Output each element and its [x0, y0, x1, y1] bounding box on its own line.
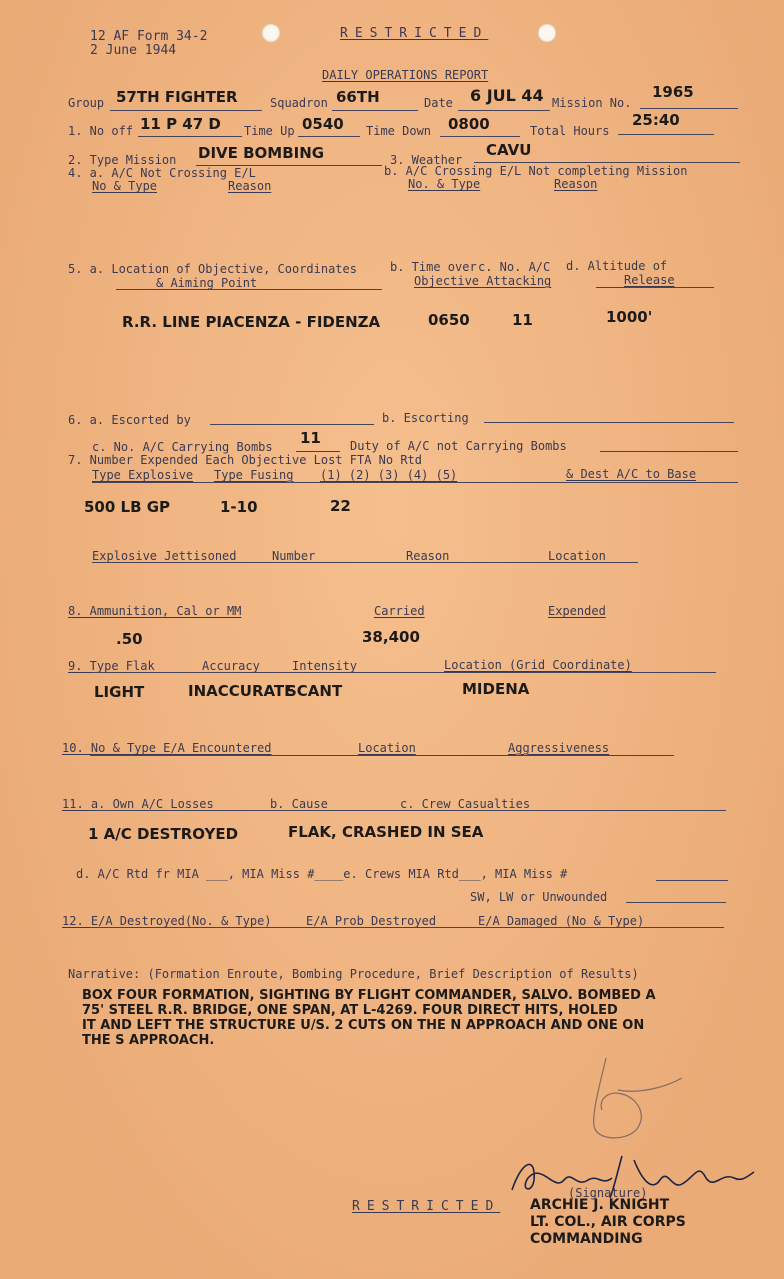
reason-label-3: Reason [406, 549, 450, 563]
location-grid-label: Location (Grid Coordinate) [444, 658, 632, 672]
date-line [458, 110, 550, 111]
expended-label: Expended [548, 604, 606, 618]
number-label: Number [272, 549, 316, 563]
accuracy-label: Accuracy [202, 659, 260, 673]
report-title: DAILY OPERATIONS REPORT [322, 68, 489, 82]
flak-accuracy-value: INACCURATE [188, 682, 295, 700]
weather-label: 3. Weather [390, 153, 463, 167]
objective-columns-label: (1) (2) (3) (4) (5) [320, 468, 458, 482]
mission-no-label: Mission No. [552, 96, 632, 110]
escorting-label: b. Escorting [382, 411, 469, 425]
form-id: 12 AF Form 34-2 [90, 29, 208, 44]
type-mission-value: DIVE BOMBING [198, 144, 325, 162]
total-hours-line [618, 134, 714, 135]
classification-top: RESTRICTED [340, 26, 489, 41]
no-type-label-1: No & Type [92, 179, 158, 193]
time-up-label: Time Up [244, 124, 295, 138]
time-down-label: Time Down [366, 124, 432, 138]
objective-attacking-label: Objective Attacking [414, 274, 552, 288]
punch-hole-left [262, 24, 280, 42]
weather-line [474, 162, 740, 163]
aggressiveness-label: Aggressiveness [508, 741, 610, 755]
time-over-label: b. Time over [390, 260, 477, 274]
no-ac-attacking-label: c. No. A/C [478, 260, 551, 274]
reason-label-2: Reason [554, 177, 598, 191]
number-expended-label: 7. Number Expended Each Objective Lost FTA No Rtd [68, 453, 423, 467]
classification-bottom: RESTRICTED [352, 1199, 501, 1214]
time-down-value: 0800 [448, 115, 490, 133]
obj-line-2 [596, 287, 714, 288]
altitude-label: d. Altitude of [566, 259, 668, 273]
bombs-line [296, 451, 340, 452]
ea-destroyed-label: 12. E/A Destroyed(No. & Type) [62, 914, 272, 928]
type-explosive-label: Type Explosive [92, 468, 194, 482]
type-mission-label: 2. Type Mission [68, 153, 177, 167]
cause-label: b. Cause [270, 797, 328, 811]
narrative-line-3: IT AND LEFT THE STRUCTURE U/S. 2 CUTS ON THE N APPROACH AND ONE ON [82, 1018, 645, 1033]
no-ac-value: 11 [512, 311, 533, 329]
flak-line [92, 672, 716, 673]
intensity-label: Intensity [292, 659, 358, 673]
squadron-value: 66TH [336, 88, 380, 106]
location-label-2: Location [358, 741, 416, 755]
own-losses-label: 11. a. Own A/C Losses [62, 797, 214, 811]
ammo-cal-value: .50 [116, 630, 143, 648]
ea-prob-label: E/A Prob Destroyed [306, 914, 437, 928]
explosive-line [92, 482, 738, 483]
form-date: 2 June 1944 [90, 43, 177, 58]
obj-line-1 [116, 289, 382, 290]
narrative-line-4: THE S APPROACH. [82, 1033, 215, 1048]
commander-name: ARCHIE J. KNIGHT [530, 1197, 670, 1213]
ac-rtd-label: d. A/C Rtd fr MIA ___, MIA Miss #____e. Crews MIA Rtd___, MIA Miss # [76, 867, 568, 881]
type-fusing-label: Type Fusing [214, 468, 294, 482]
no-off-label: 1. No off [68, 124, 134, 138]
no-off-value: 11 P 47 D [140, 115, 221, 133]
crew-casualties-label: c. Crew Casualties [400, 797, 531, 811]
location-objective-label: 5. a. Location of Objective, Coordinates [68, 262, 357, 276]
crossing-not-completing-label: b. A/C Crossing E/L Not completing Mission [384, 164, 688, 178]
squadron-line [332, 110, 418, 111]
time-down-line [440, 136, 520, 137]
time-up-value: 0540 [302, 115, 344, 133]
mission-line [640, 108, 738, 109]
narrative-line-1: BOX FOUR FORMATION, SIGHTING BY FLIGHT COMMANDER, SALVO. BOMBED A [82, 988, 656, 1003]
pencil-mark [578, 1054, 688, 1144]
type-flak-label: 9. Type Flak [68, 659, 155, 673]
duty-line [600, 451, 738, 452]
escorted-by-line [210, 424, 374, 425]
carried-label: Carried [374, 604, 425, 618]
ac-bombs-value: 11 [300, 429, 321, 447]
flak-type-value: LIGHT [94, 683, 145, 701]
no-off-line [138, 136, 242, 137]
mission-no-value: 1965 [652, 83, 694, 101]
location-label-1: Location [548, 549, 606, 563]
escorting-line [484, 422, 734, 423]
duty-ac-label: Duty of A/C not Carrying Bombs [350, 439, 567, 453]
squadron-label: Squadron [270, 96, 328, 110]
ac-rtd-line [656, 880, 728, 881]
explosive-type-value: 500 LB GP [84, 498, 171, 516]
total-hours-value: 25:40 [632, 111, 680, 129]
losses-line [90, 810, 726, 811]
flak-intensity-value: SCANT [286, 682, 343, 700]
time-up-line [298, 136, 360, 137]
not-crossing-label: 4. a. A/C Not Crossing E/L [68, 166, 256, 180]
no-type-label-2: No. & Type [408, 177, 481, 191]
time-over-value: 0650 [428, 311, 470, 329]
fusing-value: 1-10 [220, 498, 258, 516]
jettisoned-label: Explosive Jettisoned [92, 549, 237, 563]
ea-line [90, 755, 674, 756]
no-ac-bombs-label: c. No. A/C Carrying Bombs [92, 440, 273, 454]
sw-lw-label: SW, LW or Unwounded [470, 890, 608, 904]
aiming-point-label: & Aiming Point [156, 276, 258, 290]
jettison-line [92, 562, 638, 563]
dest-ac-base-label: & Dest A/C to Base [566, 467, 697, 481]
narrative-line-2: 75' STEEL R.R. BRIDGE, ONE SPAN, AT L-4269. FOUR DIRECT HITS, HOLED [82, 1003, 618, 1018]
cause-value: FLAK, CRASHED IN SEA [288, 823, 484, 841]
ammunition-label: 8. Ammunition, Cal or MM [68, 604, 242, 618]
ea-encountered-label: 10. No & Type E/A Encountered [62, 741, 272, 755]
ea-damaged-label: E/A Damaged (No & Type) [478, 914, 645, 928]
release-label: Release [624, 273, 675, 287]
objective-value: R.R. LINE PIACENZA - FIDENZA [122, 313, 381, 331]
expended-obj1-value: 22 [330, 497, 351, 515]
losses-value: 1 A/C DESTROYED [88, 825, 239, 843]
signature-label: (Signature) [568, 1186, 648, 1200]
sw-line [626, 902, 726, 903]
group-value: 57TH FIGHTER [116, 88, 238, 106]
date-label: Date [424, 96, 453, 110]
narrative-label: Narrative: (Formation Enroute, Bombing Procedure, Brief Description of Results) [68, 967, 639, 981]
reason-label-1: Reason [228, 179, 272, 193]
altitude-value: 1000' [606, 308, 653, 326]
total-hours-label: Total Hours [530, 124, 610, 138]
date-value: 6 JUL 44 [470, 86, 544, 105]
ammo-carried-value: 38,400 [362, 628, 420, 646]
ea-destroyed-line [90, 927, 724, 928]
commander-role: COMMANDING [530, 1231, 643, 1247]
flak-location-value: MIDENA [462, 680, 530, 698]
group-label: Group [68, 96, 105, 110]
group-line [110, 110, 262, 111]
escorted-by-label: 6. a. Escorted by [68, 413, 191, 427]
punch-hole-right [538, 24, 556, 42]
weather-value: CAVU [486, 141, 532, 159]
commander-rank: LT. COL., AIR CORPS [530, 1214, 686, 1230]
